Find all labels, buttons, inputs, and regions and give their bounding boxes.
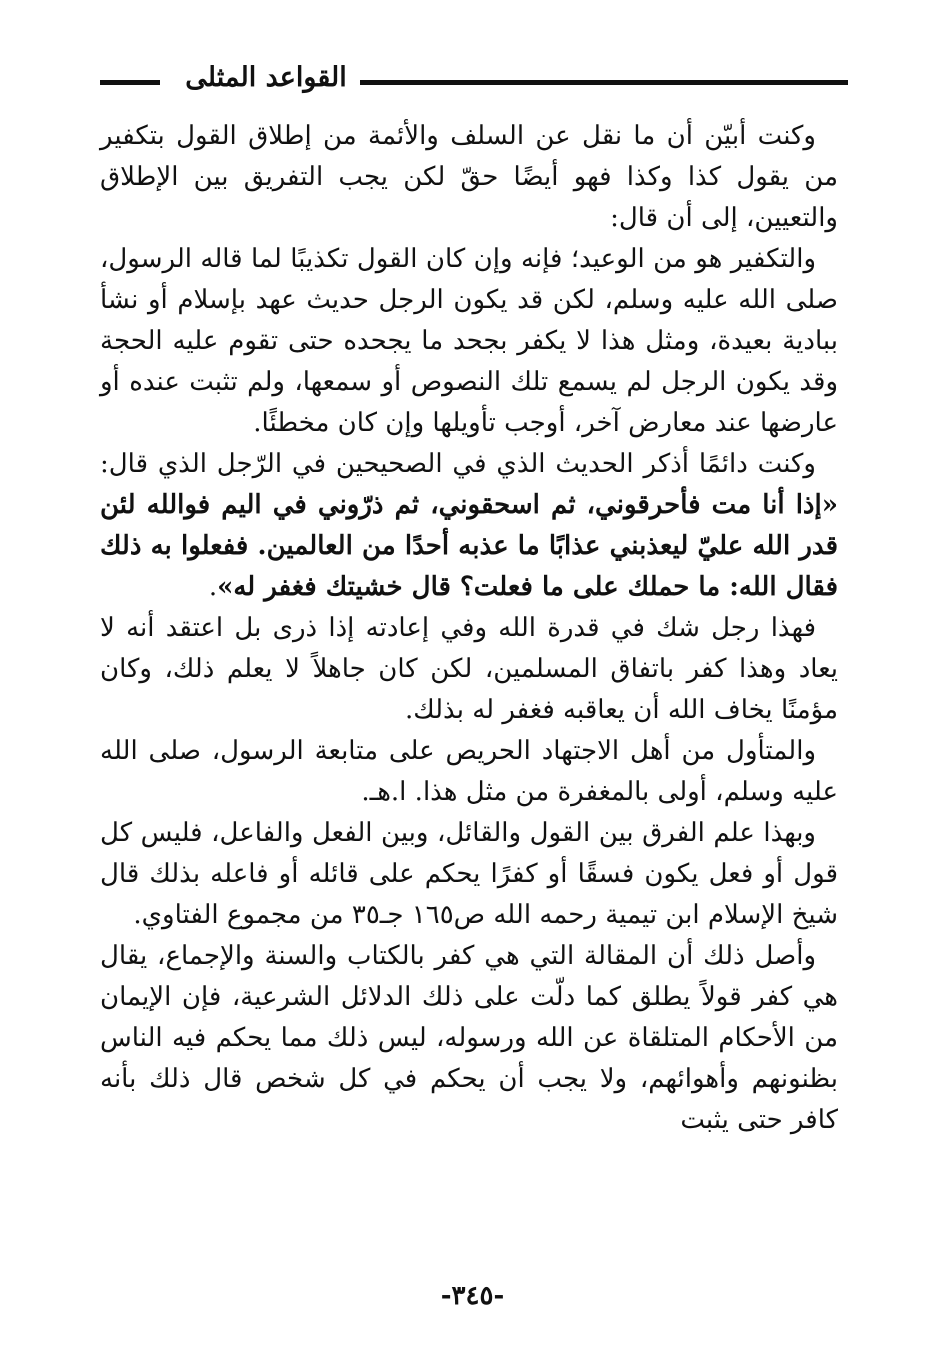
header-rule-right xyxy=(360,80,848,85)
paragraph-7: وأصل ذلك أن المقالة التي هي كفر بالكتاب والسنة والإجماع، يقال هي كفر قولاً يطلق كما دلّت على ذلك الدلائل الشرعية، فإن الإيمان من الأحكام المتلقاة عن الله ورسوله، ليس ذلك مما يحكم فيه الناس بظنونهم وأهوائهم، ولا يجب أن يحكم في كل شخص قال ذلك بأنه كافر حتى يثبت xyxy=(100,941,838,1135)
paragraph-6: وبهذا علم الفرق بين القول والقائل، وبين الفعل والفاعل، فليس كل قول أو فعل يكون فسقًا أو كفرًا يحكم على قائله أو فاعله بذلك قال شيخ الإسلام ابن تيمية رحمه الله ص١٦٥ جـ٣٥ من مجموع الفتاوي. xyxy=(100,818,838,930)
paragraph-5: والمتأول من أهل الاجتهاد الحريص على متابعة الرسول، صلى الله عليه وسلم، أولى بالمغفرة من مثل هذا. ا.هـ. xyxy=(100,736,838,807)
hadith-intro: وكنت دائمًا أذكر الحديث الذي في الصحيحين في الرّجل الذي قال: xyxy=(100,449,816,479)
hadith-end: . xyxy=(208,572,218,602)
hadith-quote: «إذا أنا مت فأحرقوني، ثم اسحقوني، ثم ذرّوني في اليم فوالله لئن قدر الله عليّ ليعذبني عذابًا ما عذبه أحدًا من العالمين. ففعلوا به ذلك فقال الله: ما حملك على ما فعلت؟ قال خشيتك فغفر له» xyxy=(100,490,838,602)
page-number: -٣٤٥- xyxy=(440,1281,505,1311)
paragraph-3-hadith xyxy=(100,444,838,608)
header-rule-left xyxy=(100,80,160,85)
paragraph-4: فهذا رجل شك في قدرة الله وفي إعادته إذا ذرى بل اعتقد أنه لا يعاد وهذا كفر باتفاق المسلمين، لكن كان جاهلاً لا يعلم ذلك، وكان مؤمنًا يخاف الله أن يعاقبه فغفر له بذلك. xyxy=(100,613,838,725)
paragraph-1: وكنت أبيّن أن ما نقل عن السلف والأئمة من إطلاق القول بتكفير من يقول كذا وكذا فهو أيضًا حقّ لكن يجب التفريق بين الإطلاق والتعيين، إلى أن قال: xyxy=(100,121,838,233)
running-header xyxy=(100,56,848,100)
body-text xyxy=(100,116,838,1141)
header-title: القواعد المثلى xyxy=(185,62,347,93)
paragraph-2: والتكفير هو من الوعيد؛ فإنه وإن كان القول تكذيبًا لما قاله الرسول، صلى الله عليه وسلم، لكن قد يكون الرجل حديث عهد بإسلام أو نشأ ببادية بعيدة، ومثل هذا لا يكفر بجحد ما يجحده حتى تقوم عليه الحجة وقد يكون الرجل لم يسمع تلك النصوص أو سمعها، ولم تثبت عنده أو عارضها عند معارض آخر، أوجب تأويلها وإن كان مخطئًا. xyxy=(100,244,838,438)
